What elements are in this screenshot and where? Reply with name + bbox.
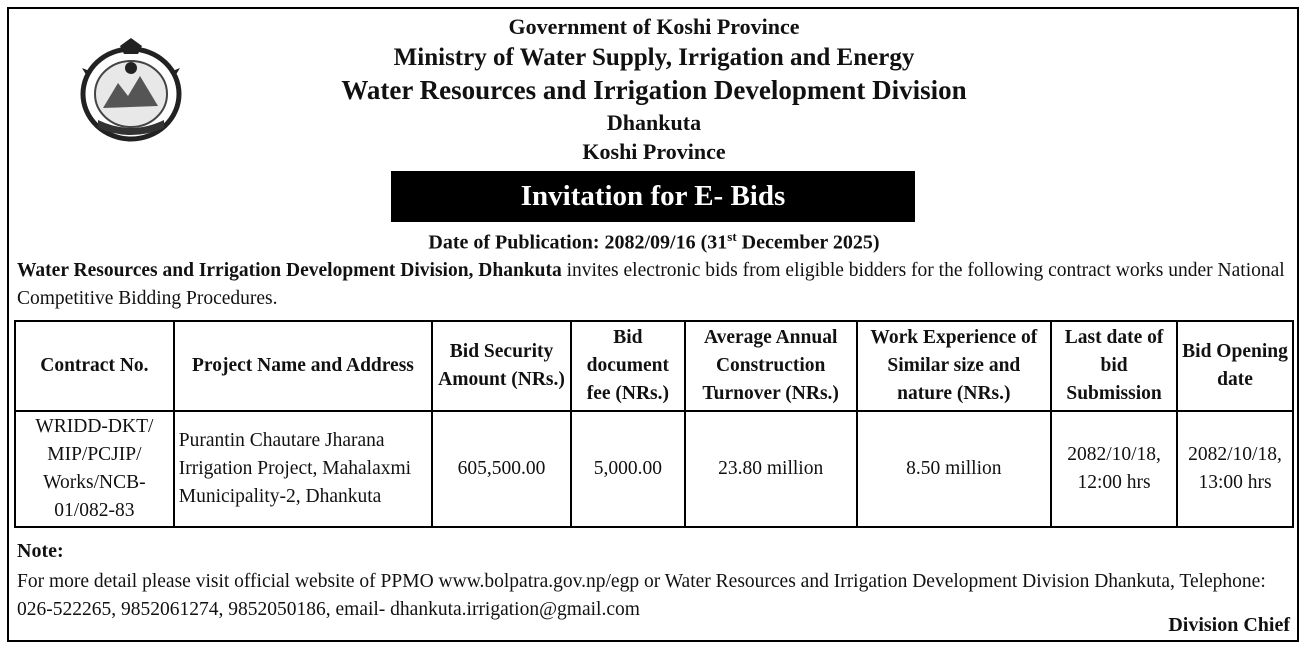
note-label: Note: [17,540,64,562]
note-text: For more detail please visit official website of PPMO www.bolpatra.gov.np/egp or Water Resources and Irrigation Development Division Dhankuta, Telephone: 026-522265, 9852061274, 9852050186, email- dhankuta.irrigation@gmail.com [17,571,1266,620]
header-last-date: Last date of bid Submission [1051,321,1177,411]
cell-project: Purantin Chautare Jharana Irrigation Project, Mahalaxmi Municipality-2, Dhankuta [174,411,432,527]
intro-bold: Water Resources and Irrigation Development Division, Dhankuta [17,260,562,281]
cell-doc-fee: 5,000.00 [571,411,685,527]
header-doc-fee: Bid document fee (NRs.) [571,321,685,411]
header-contract-no: Contract No. [15,321,174,411]
publication-date-prefix: Date of Publication: 2082/09/16 (31 [428,231,728,254]
cell-experience: 8.50 million [857,411,1052,527]
header-project: Project Name and Address [174,321,432,411]
cell-last-date: 2082/10/18, 12:00 hrs [1051,411,1177,527]
header-opening-date: Bid Opening date [1177,321,1293,411]
notice-banner: Invitation for E- Bids [391,171,915,222]
table-header-row [15,321,1293,411]
publication-date-suffix: December 2025) [736,231,880,254]
cell-bid-security: 605,500.00 [432,411,571,527]
district-title: Dhankuta [606,110,702,135]
intro-paragraph [17,257,1297,313]
cell-turnover: 23.80 million [685,411,857,527]
intro-rest: invites electronic bids from eligible bidders for the following contract works under National Competitive Bidding Procedures. [17,260,1285,309]
publication-date-sup: st [727,229,737,244]
bid-table [14,320,1294,528]
cell-opening-date: 2082/10/18, 13:00 hrs [1177,411,1293,527]
header-bid-security: Bid Security Amount (NRs.) [432,321,571,411]
cell-contract-no: WRIDD-DKT/ MIP/PCJIP/ Works/NCB-01/082-83 [15,411,174,527]
table-row [15,411,1293,527]
signature: Division Chief [1168,614,1290,636]
header-turnover: Average Annual Construction Turnover (NRs.) [685,321,857,411]
division-title: Water Resources and Irrigation Development Division [341,75,967,105]
province-title: Koshi Province [582,139,726,164]
government-title: Government of Koshi Province [508,14,800,39]
header-experience: Work Experience of Similar size and nature (NRs.) [857,321,1052,411]
publication-date [0,229,1308,255]
ministry-title: Ministry of Water Supply, Irrigation and Energy [393,44,915,71]
